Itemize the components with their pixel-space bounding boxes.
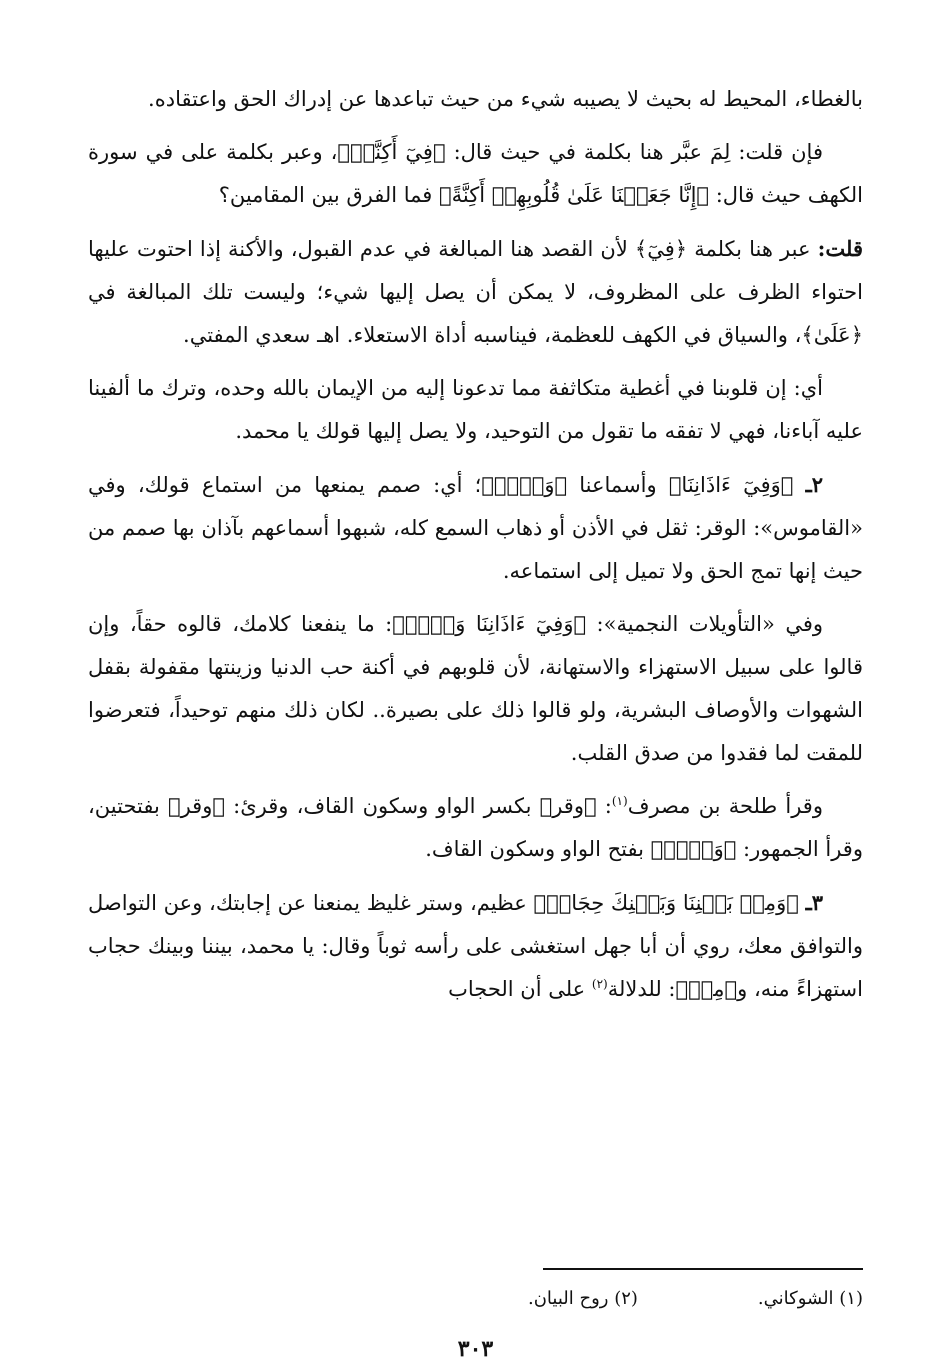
paragraph-text: بالغطاء، المحيط له بحيث لا يصيبه شيء من حيث تباعدها عن إدراك الحق واعتقاده. [148,87,863,111]
paragraph-text: وقرأ طلحة بن مصرف [627,794,823,818]
paragraph-text: ﴿وَفِيٓ ءَاذَانِنَا﴾ وأسماعنا ﴿وَقۡرٞ﴾؛ أي: صمم يمنعها من استماع قولك، وفي «القاموس»: الوقر: ثقل في الأذن أو ذهاب السمع كله، شبهوا أسماعهم بآذان بها صمم من حيث إنها تمج الحق ولا تميل إلى استماعه. [88,473,863,583]
footnote-divider [543,1268,863,1270]
footnote-ref-1[interactable]: (١) [611,794,628,808]
page-body [88,78,863,1011]
book-page [88,78,863,1362]
paragraph-text: وفي «التأويلات النجمية»: ﴿وَفِيٓ ءَاذَانِنَا وَقۡرٞ﴾: ما ينفعنا كلامك، قالوه حقاً، وإن قالوا على سبيل الاستهزاء والاستهانة، لأن قلوبهم في أكنة حب الدنيا وزينتها مقفولة بقفل الشهوات والأوصاف البشرية، ولو قالوا ذلك على بصيرة.. لكان ذلك منهم توحيداً، فتعرضوا للمقت لما فقدوا من صدق القلب. [88,612,863,765]
paragraph-text: أي: إن قلوبنا في أغطية متكاثفة مما تدعونا إليه من الإيمان بالله وحده، وترك ما ألفينا عليه آباءنا، فهي لا تفقه ما تقول من التوحيد، ولا يصل إليها قولك يا محمد. [88,376,863,443]
paragraph-text: فإن قلت: لِمَ عبَّر هنا بكلمة في حيث قال: ﴿فِيٓ أَكِنَّةٖ﴾، وعبر بكلمة على في سورة الكهف حيث قال: ﴿إِنَّا جَعَلۡنَا عَلَىٰ قُلُوبِهِمۡ أَكِنَّةً﴾ فما الفرق بين المقامين؟ [88,140,863,207]
footnote-ref-2[interactable]: (٢) [591,977,608,991]
paragraph-text: ﴿وَمِنۢ بَيۡنِنَا وَبَيۡنِكَ حِجَابٞ﴾ عظيم، وستر غليظ يمنعنا عن إجابتك، وعن التواصل والتوافق معك، روي أن أبا جهل استغشى على رأسه ثوباً وقال: يا محمد، بيننا وبينك حجاب استهزاءً منه، و﴿مِنۢ﴾: للدلالة [88,891,863,1001]
footnote-2: (٢) روح البيان. [527,1288,638,1309]
paragraph-text: : ﴿وقر﴾ بكسر الواو وسكون القاف، وقرئ: ﴿وقر﴾ بفتحتين، وقرأ الجمهور: ﴿وَقۡرٞ﴾ بفتح الواو وسكون القاف. [88,794,863,861]
paragraph-2 [88,131,863,217]
page-number: ٣٠٣ [457,1336,494,1362]
item-number: ٢ـ [805,472,823,497]
footnotes [88,1282,863,1316]
paragraph-5 [88,463,863,593]
item-number: ٣ـ [805,890,823,915]
paragraph-text: عبر هنا بكلمة ﴿فِيٓ﴾ لأن القصد هنا المبالغة في عدم القبول، والأكنة إذا احتوت عليها احتواء الظرف على المظروف، لا يمكن أن يصل إليها شيء؛ وليست تلك المبالغة في ﴿عَلَىٰ﴾، والسياق في الكهف للعظمة، فيناسبه أداة الاستعلاء. اهـ سعدي المفتي. [88,237,863,347]
footnote-1: (١) الشوكاني. [757,1288,863,1309]
paragraph-8 [88,881,863,1011]
paragraph-6 [88,603,863,775]
paragraph-3 [88,227,863,357]
paragraph-text: على أن الحجاب [448,977,592,1001]
paragraph-1 [88,78,863,121]
paragraph-7 [88,785,863,871]
paragraph-lead: قلت: [817,236,863,261]
paragraph-4 [88,367,863,453]
